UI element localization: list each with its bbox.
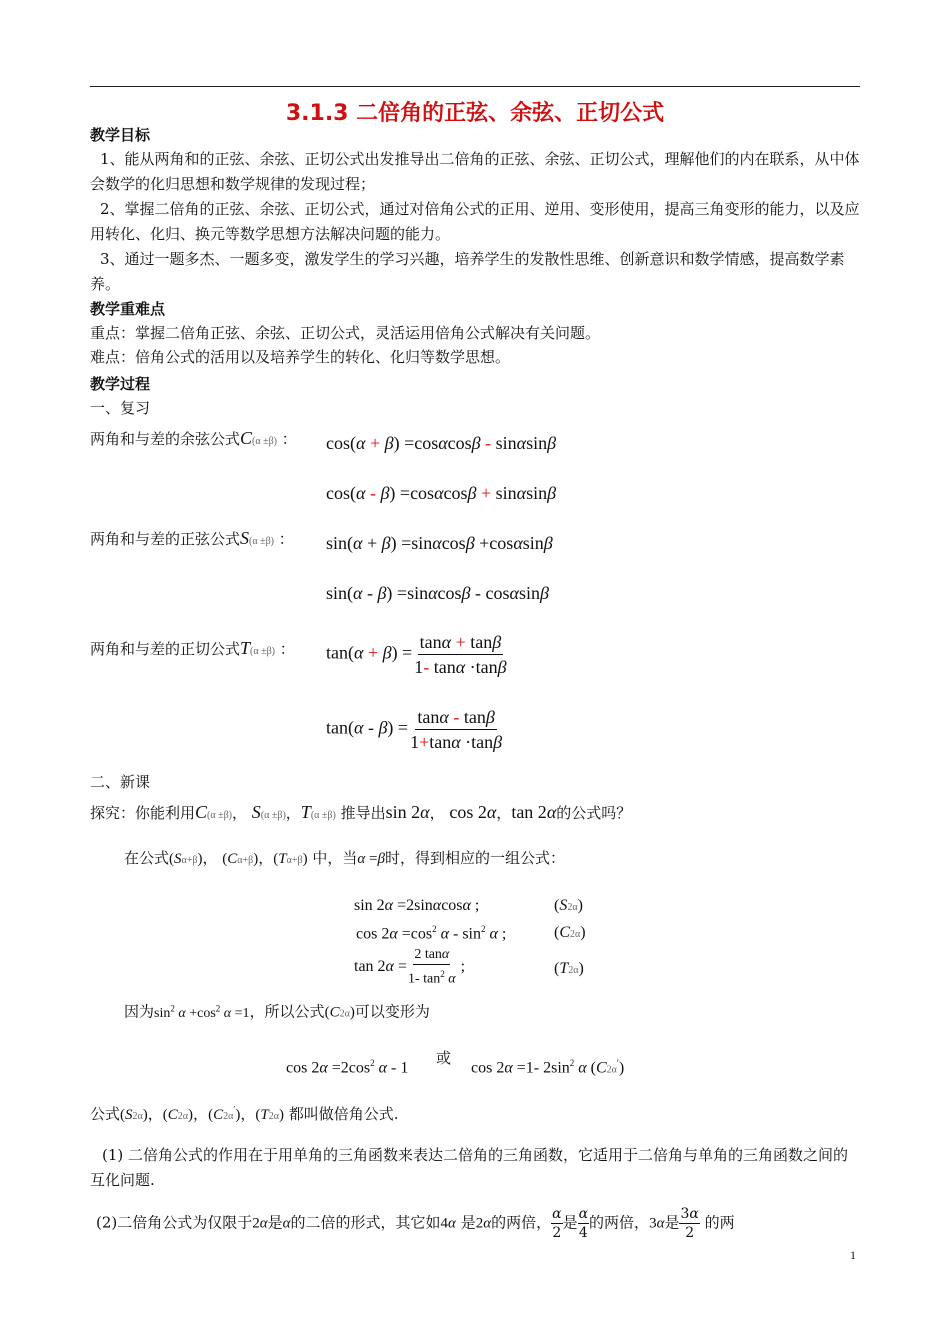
review-heading: 一、复习 xyxy=(90,399,151,417)
key-point: 重点：掌握二倍角正弦、余弦、正切公式，灵活运用倍角公式解决有关问题。 xyxy=(90,324,601,342)
process-heading: 教学过程 xyxy=(90,375,151,393)
or-text: 或 xyxy=(436,1049,452,1067)
note-2: (2)二倍角公式为仅限于2α是α的二倍的形式，其它如4α 是2α的两倍， $\frac{\alpha}{2}$ 是 $\frac{\alpha}{4}$ 的两倍，3α是 $\frac{3\alpha}{2}$ 的两 xyxy=(96,1206,735,1241)
sin-label: 两角和与差的正弦公式S(α ±β) ： xyxy=(90,528,294,548)
tan-sum-formula: tan(α + β) = $\frac{\tan\alpha + \tan\beta}{1- \tan\alpha \cdot\tan\beta}$ xyxy=(326,632,507,677)
cos-diff-formula: cos(α - β) =cosαcosβ + sinαsinβ xyxy=(326,483,557,503)
tan-label: 两角和与差的正切公式T(α ±β) ： xyxy=(90,638,295,658)
tan-diff-formula: tan(α - β) = $\frac{\tan\alpha - \tan\beta}{1+\tan\alpha \cdot\tan\beta}$ xyxy=(326,707,503,752)
note-1: (1) 二倍角公式的作用在于用单角的三角函数来表达二倍角的三角函数，它适用于二倍角与单角的三角函数之间的互化问题. xyxy=(90,1146,849,1189)
top-rule xyxy=(90,86,860,87)
c2a-tag: (C2α) xyxy=(554,924,586,941)
cos2a-variant-1: $\cos 2\alpha =2\cos^2$ α - 1 xyxy=(286,1058,409,1077)
cos2a-variant-2: cos 2α =1- $2\sin^2$ α (C2α′) xyxy=(471,1058,625,1077)
tan2a-formula: tan 2α = $\frac{2 \tan\alpha}{1- \tan^2 \alpha}$ ; xyxy=(354,947,466,987)
sin2a-formula: sin 2α =2sinαcosα ; xyxy=(354,897,480,914)
key-heading: 教学重难点 xyxy=(90,300,166,318)
explore-line: 探究：你能利用C(α ±β)， S(α ±β)，T(α ±β) 推导出sin 2α， cos 2α，tan 2α的公式吗？ xyxy=(90,802,632,822)
because-line: 因为$\sin^2 \alpha +\cos^2$ α =1，所以公式(C2α)可以变形为 xyxy=(124,1002,430,1021)
new-lesson-heading: 二、新课 xyxy=(90,773,151,791)
t2a-tag: (T2α) xyxy=(554,960,584,977)
formula-summary: 公式(S2α)，(C2α)，(C2α′)，(T2α) 都叫做倍角公式. xyxy=(90,1105,399,1123)
difficulty: 难点：倍角公式的活用以及培养学生的转化、化归等数学思想。 xyxy=(90,348,511,366)
sin-diff-formula: sin(α - β) =sinαcosβ - cosαsinβ xyxy=(326,583,549,603)
in-formula-line: 在公式(Sα+β)， (Cα+β)，(Tα+β) 中，当α =β时，得到相应的一组公式： xyxy=(124,849,565,867)
goal-2: 2、掌握二倍角的正弦、余弦、正切公式，通过对倍角公式的正用、逆用、变形使用，提高三角变形的能力，以及应用转化、化归、换元等数学思想方法解决问题的能力。 xyxy=(90,200,860,243)
cos-label: 两角和与差的余弦公式C(α ±β) ： xyxy=(90,428,297,448)
goal-3: 3、通过一题多杰、一题多变，激发学生的学习兴趣，培养学生的发散性思维、创新意识和数学情感，提高数学素养。 xyxy=(90,250,845,293)
sin-sum-formula: sin(α + β) =sinαcosβ +cosαsinβ xyxy=(326,533,553,553)
goal-1: 1、能从两角和的正弦、余弦、正切公式出发推导出二倍角的正弦、余弦、正切公式，理解他们的内在联系，从中体会数学的化归思想和数学规律的发现过程； xyxy=(90,150,860,193)
cos2a-formula: $\cos 2\alpha =\cos^2$ α - $\sin^2 \alpha$ ; xyxy=(356,924,507,943)
s2a-tag: (S2α) xyxy=(554,897,583,914)
cos-sum-formula: cos(α + β) =cosαcosβ - sinαsinβ xyxy=(326,433,557,453)
goals-heading: 教学目标 xyxy=(90,126,151,144)
page-title: 3.1.3 二倍角的正弦、余弦、正切公式 xyxy=(285,101,665,126)
page-number: 1 xyxy=(850,1248,856,1262)
